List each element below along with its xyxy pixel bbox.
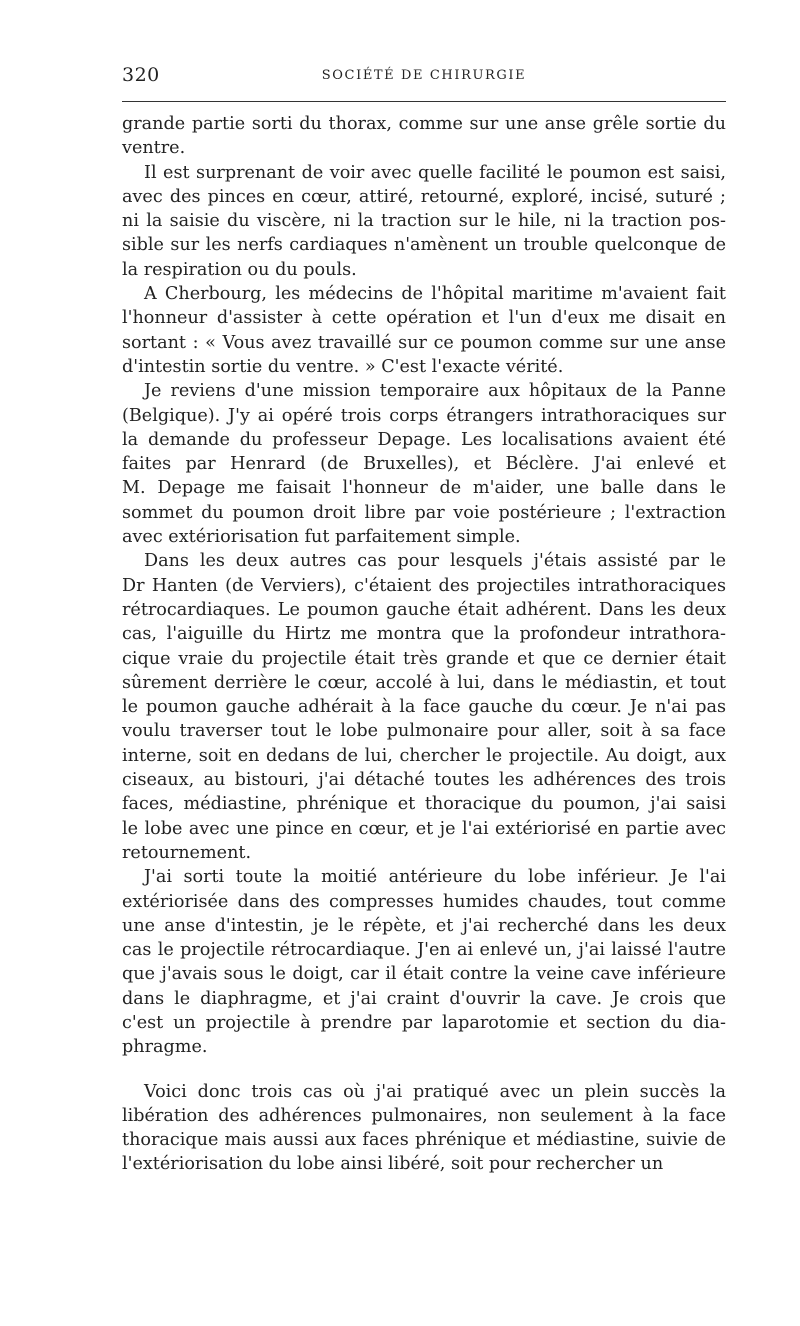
text-line: faces, médiastine, phrénique et thoracique du poumon, j'ai saisi	[122, 794, 726, 815]
text-line: le lobe avec une pince en cœur, et je l'ai extériorisé en partie avec	[122, 818, 726, 839]
text-line: une anse d'intestin, je le répète, et j'ai recherché dans les deux	[122, 915, 726, 936]
paragraph	[122, 1080, 726, 1177]
text-line: sûrement derrière le cœur, accolé à lui, dans le médiastin, et tout	[122, 672, 726, 693]
text-line: Je reviens d'une mission temporaire aux hôpitaux de la Panne	[144, 381, 726, 402]
text-line: d'intestin sortie du ventre. » C'est l'exacte vérité.	[122, 356, 564, 377]
text-line: voulu traverser tout le lobe pulmonaire pour aller, soit à sa face	[122, 721, 726, 742]
text-line: le poumon gauche adhérait à la face gauche du cœur. Je n'ai pas	[122, 697, 726, 718]
text-line: c'est un projectile à prendre par laparotomie et section du dia-	[122, 1012, 726, 1033]
text-line: ventre.	[122, 138, 186, 159]
text-line: M. Depage me faisait l'honneur de m'aider, une balle dans le	[122, 478, 726, 499]
paragraph	[122, 112, 726, 161]
text-line: phragme.	[122, 1037, 208, 1058]
text-line: J'ai sorti toute la moitié antérieure du lobe inférieur. Je l'ai	[144, 867, 726, 888]
paragraph	[122, 282, 726, 379]
text-line: cas, l'aiguille du Hirtz me montra que la profondeur intrathora-	[122, 624, 726, 645]
text-line: libération des adhérences pulmonaires, non seulement à la face	[122, 1105, 726, 1126]
text-line: l'extériorisation du lobe ainsi libéré, soit pour rechercher un	[122, 1154, 664, 1175]
running-title: SOCIÉTÉ DE CHIRURGIE	[321, 68, 527, 83]
text-line: sommet du poumon droit libre par voie postérieure ; l'extraction	[122, 502, 726, 523]
text-line: Dr Hanten (de Verviers), c'étaient des projectiles intrathoraciques	[122, 575, 726, 596]
text-line: que j'avais sous le doigt, car il était contre la veine cave inférieure	[122, 964, 726, 985]
text-line: A Cherbourg, les médecins de l'hôpital maritime m'avaient fait	[144, 284, 726, 305]
text-line: sortant : « Vous avez travaillé sur ce poumon comme sur une anse	[122, 332, 726, 353]
text-line: retournement.	[122, 842, 252, 863]
header-rule	[122, 101, 726, 102]
text-line: ciseaux, au bistouri, j'ai détaché toutes les adhérences des trois	[122, 770, 726, 791]
text-line: Voici donc trois cas où j'ai pratiqué avec un plein succès la	[144, 1081, 726, 1102]
text-line: la respiration ou du pouls.	[122, 259, 357, 280]
text-line: Il est surprenant de voir avec quelle facilité le poumon est saisi,	[144, 162, 726, 183]
paragraph	[122, 865, 726, 1059]
text-line: interne, soit en dedans de lui, chercher le projectile. Au doigt, aux	[122, 745, 726, 766]
text-line: rétrocardiaques. Le poumon gauche était adhérent. Dans les deux	[122, 599, 726, 620]
paragraph-gap	[122, 1060, 726, 1080]
text-line: cas le projectile rétrocardiaque. J'en ai enlevé un, j'ai laissé l'autre	[122, 940, 726, 961]
text-line: faites par Henrard (de Bruxelles), et Béclère. J'ai enlevé et	[122, 454, 726, 475]
text-line: (Belgique). J'y ai opéré trois corps étrangers intrathoraciques sur	[122, 405, 726, 426]
text-line: extériorisée dans des compresses humides chaudes, tout comme	[122, 891, 726, 912]
page-number: 320	[122, 64, 160, 86]
text-line: l'honneur d'assister à cette opération et l'un d'eux me disait en	[122, 308, 726, 329]
body-text	[122, 112, 726, 1177]
paragraph	[122, 549, 726, 865]
text-line: Dans les deux autres cas pour lesquels j'étais assisté par le	[144, 551, 726, 572]
text-line: sible sur les nerfs cardiaques n'amènent un trouble quelconque de	[122, 235, 726, 256]
text-line: ni la saisie du viscère, ni la traction sur le hile, ni la traction pos-	[122, 211, 726, 232]
text-line: grande partie sorti du thorax, comme sur une anse grêle sortie du	[122, 114, 726, 134]
text-line: cique vraie du projectile était très grande et que ce dernier était	[122, 648, 726, 669]
paragraph	[122, 161, 726, 282]
page-header	[122, 62, 726, 94]
text-line: thoracique mais aussi aux faces phrénique et médiastine, suivie de	[122, 1130, 726, 1151]
paragraph	[122, 379, 726, 549]
text-line: avec des pinces en cœur, attiré, retourné, exploré, incisé, suturé ;	[122, 186, 726, 207]
text-line: dans le diaphragme, et j'ai craint d'ouvrir la cave. Je crois que	[122, 988, 726, 1009]
text-line: la demande du professeur Depage. Les localisations avaient été	[122, 429, 726, 450]
text-line: avec extériorisation fut parfaitement simple.	[122, 527, 521, 548]
